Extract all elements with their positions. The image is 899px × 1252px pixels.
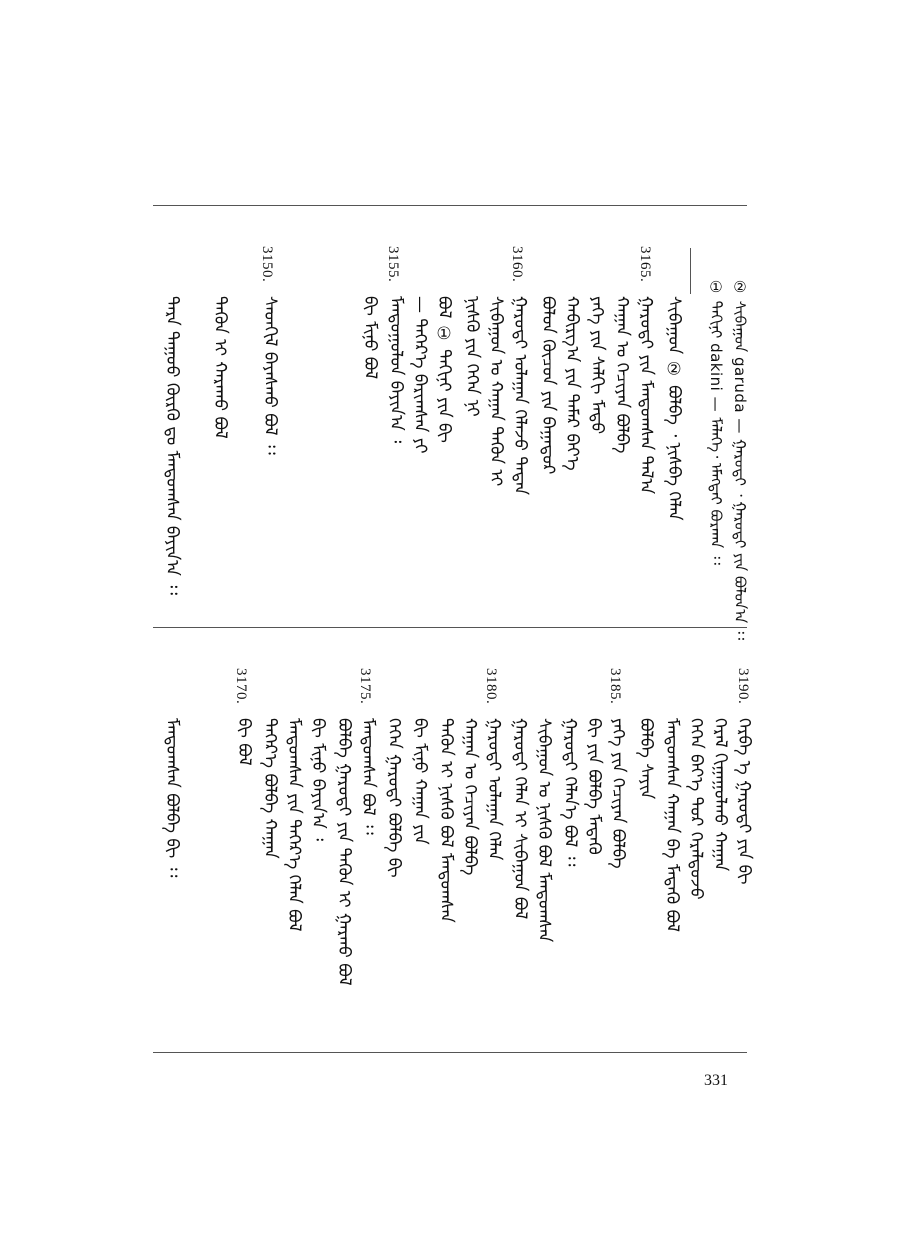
verse-line: — ᠳᠡᠭᠡᠷ᠎ᠡ ᠪᠠᠷᠢᠭᠰᠠᠨ ᠶᠢ	[410, 296, 430, 454]
verse-line: ᠪᠢ ᠮᠢᠨᠦ ᠪᠠᠶᠢᠨ᠎ᠠ ᠄	[308, 718, 328, 842]
footnote-text: ᠰᠢᠪᠠᠭᠤᠨ garuda — ᠭᠠᠷᠤᠳᠢ ᠂ ᠭᠠᠷᠤᠳᠢ ᠶᠢᠨ ᠪᠣᠯᠤᠨ᠎ᠠ ᠄᠄	[731, 300, 749, 641]
verse-line: ᠲᠡᠭᠦᠨ ᠢ ᠬᠠᠷᠠᠬᠤ ᠪᠣᠯ	[210, 296, 230, 439]
line-number: 3165.	[637, 246, 653, 283]
verse-line: ᠭᠠᠷᠤᠳᠢ ᠶᠢᠨ ᠮᠠᠨᠳᠤᠭᠰᠠᠨ ᠲᠠᠯ᠎ᠠ	[636, 296, 656, 495]
line-number: 3185.	[607, 668, 623, 705]
verse-line: ᠪᠢ ᠮᠢᠨᠦ ᠬᠠᠭᠠᠨ ᠶᠢᠨ	[410, 718, 430, 845]
verse-line: ᠭᠠᠷᠤᠳᠢ ᠤᠯᠠᠭᠠᠨ ᠬᠡᠯᠡᠨ	[484, 718, 504, 861]
verse-line: ᠪᠣᠯᠪᠠ ᠭᠠᠷᠤᠳᠢ ᠶᠢᠨ ᠲᠡᠭᠦᠨ ᠢ ᠭᠠᠷᠬᠤ ᠪᠣᠯ	[334, 718, 354, 986]
verse-line: ᠪᠣᠯ ① ᠳᠠᠭᠢᠨᠢ ᠶᠢᠨ ᠪᠢ	[434, 296, 454, 443]
verse-line: ᠰᠢᠪᠠᠭᠤᠨ ᠤ ᠨᠢᠰᠬᠦ ᠪᠣᠯ ᠮᠠᠨᠳᠤᠭᠰᠠᠨ	[534, 718, 554, 943]
middle-rule	[153, 627, 747, 628]
verse-line: ᠪᠣᠯᠤᠨ ᠬᠦᠴᠦᠨ ᠶᠢᠨ ᠪᠠᠭᠠᠲᠤᠷ	[538, 296, 558, 475]
bottom-rule	[153, 1052, 747, 1053]
verse-line: ᠮᠠᠨᠳᠤᠭᠰᠠᠨ ᠪᠣᠯᠪᠠ ᠪᠢ ᠄᠄	[162, 718, 182, 878]
verse-line: ᠪᠢ ᠮᠢᠨᠦ ᠪᠣᠯ	[360, 296, 380, 380]
line-number: 3180.	[483, 668, 499, 705]
verse-line: ᠪᠣᠯᠪᠠ ᠰᠠᠶᠢᠨ	[636, 718, 656, 800]
footnote-marker: ①	[707, 278, 725, 296]
footnote-marker: ②	[731, 278, 749, 296]
footnote-1	[704, 278, 728, 565]
line-number: 3175.	[357, 668, 373, 705]
verse-line: ᠪᠢ ᠶᠢᠨ ᠪᠣᠯᠪᠠ ᠮᠡᠳᠡᠬᠦ	[584, 718, 604, 855]
verse-line: ᠭᠠᠷᠤᠳᠢ ᠬᠡᠯᠡᠨ ᠢ ᠰᠢᠪᠠᠭᠤᠨ ᠪᠣᠯ	[510, 718, 530, 920]
verse-line: ᠰᠢᠪᠠᠭᠤᠨ ᠤ ᠬᠠᠭᠠᠨ ᠲᠡᠭᠦᠨ ᠢ	[486, 296, 506, 487]
verse-line: ᠰᠡᠳᠬᠢᠯ ᠪᠠᠶᠠᠰᠬᠤ ᠪᠣᠯ ᠄᠄	[260, 296, 280, 455]
verse-line: ᠭᠠᠷᠤᠳᠢ ᠤᠯᠠᠭᠠᠨ ᠬᠡᠯᠡᠵᠦ ᠲᠡᠳᠡᠨ	[510, 296, 530, 496]
page-number: 331	[704, 1072, 728, 1089]
verse-line: ᠲᠡᠭᠦᠨ ᠢ ᠨᠢᠰᠬᠦ ᠪᠣᠯ ᠮᠠᠨᠳᠤᠭᠰᠠᠨ	[436, 718, 456, 923]
top-rule	[153, 205, 747, 206]
verse-line: ᠲᠡᠷᠡ ᠳᠠᠭᠤᠤ ᠬᠦᠷᠬᠦ ᠳᠤ ᠮᠠᠨᠳᠤᠭᠰᠠᠨ ᠪᠠᠶᠢᠨ᠎ᠠ ᠄᠄	[162, 296, 182, 596]
verse-line: ᠬᠡᠷᠪᠡ ᠡ ᠭᠠᠷᠤᠳᠢ ᠶᠢᠨ ᠪᠢ	[734, 718, 754, 885]
verse-line: ᠮᠠᠨᠳᠤᠭᠰᠠᠨ ᠬᠠᠭᠠᠨ ᠪᠠ ᠮᠡᠳᠡᠬᠦ ᠪᠣᠯ	[662, 718, 682, 933]
verse-line: ᠬᠠᠭᠠᠨ ᠤ ᠬᠡᠴᠢᠶᠡᠨ ᠪᠣᠯᠪᠠ	[460, 718, 480, 876]
verse-line: ᠮᠠᠨᠳᠤᠭᠰᠠᠨ ᠪᠣᠯ ᠄᠄	[358, 718, 378, 835]
verse-line: ᠭᠡᠷᠡᠯ ᠭᠢᠭᠠᠭᠤᠯᠬᠤ ᠬᠠᠭᠠᠨ	[710, 718, 730, 872]
line-number: 3190.	[735, 668, 751, 705]
line-number: 3170.	[233, 668, 249, 705]
verse-line: ᠭᠡᠭᠡᠨ ᠪᠡᠶ᠎ᠡ ᠳᠤᠷ ᠭᠡᠷᠡᠯᠳᠦᠵᠦ	[686, 718, 706, 900]
verse-line: ᠮᠠᠨᠳᠤᠭᠤᠯᠤᠨ ᠪᠠᠶᠢᠨ᠎ᠠ ᠄	[386, 296, 406, 444]
verse-line: ᠬᠠᠭᠠᠨ ᠤ ᠬᠡᠴᠢᠶᠡᠨ ᠪᠣᠯᠪᠠ	[612, 296, 632, 454]
verse-line: ᠰᠢᠪᠠᠭᠤᠨ ② ᠪᠣᠯᠪᠠ ᠂ ᠨᠢᠰᠪᠡ ᠬᠡᠯᠡᠨ	[664, 296, 684, 521]
line-number: 3160.	[509, 246, 525, 283]
verse-line: ᠭᠠᠷᠤᠳᠢ ᠬᠡᠯᠡᠨ᠎ᠡ ᠪᠣᠯ ᠄᠄	[560, 718, 580, 867]
footnote-2	[728, 278, 752, 640]
verse-line: ᠭᠡᠭᠡᠨ ᠭᠠᠷᠤᠳᠢ ᠪᠣᠯᠪᠠ ᠪᠢ	[384, 718, 404, 878]
footnote-text: ᠳᠠᠭᠢᠨᠢ dakini — ᠮᠡᠯᠡᠭᠡ᠂ ᠡᠮᠡᠭᠲᠡᠢ ᠪᠤᠷᠬᠠᠨ ᠄᠄	[707, 300, 725, 565]
verse-line: ᠪᠢ ᠪᠣᠯ	[234, 718, 254, 766]
footnote-separator	[690, 248, 691, 294]
verse-line: ᠬᠠᠪᠢᠷᠭ᠎ᠠ ᠶᠢᠨ ᠲᠡᠮᠡᠷ ᠪᠡᠶ᠎ᠡ	[562, 296, 582, 471]
line-number: 3150.	[259, 246, 275, 283]
verse-line: ᠶᠡᠬᠡ ᠶᠢᠨ ᠬᠡᠴᠢᠶᠡᠨ ᠪᠣᠯᠪᠠ	[608, 718, 628, 869]
verse-line: ᠳᠡᠭᠡᠷ᠎ᠡ ᠪᠣᠯᠪᠠ ᠬᠠᠭᠠᠨ	[260, 718, 280, 859]
line-number: 3155.	[385, 246, 401, 283]
verse-line: ᠮᠠᠨᠳᠤᠭᠰᠠᠨ ᠶᠢᠨ ᠳᠡᠭᠡᠷ᠎ᠡ ᠬᠡᠯᠡᠨ ᠪᠣᠯ	[284, 718, 304, 932]
verse-line: ᠶᠡᠬᠡ ᠶᠢᠨ ᠰᠠᠯᠬᠢ ᠮᠡᠲᠦ	[587, 296, 607, 435]
verse-line: ᠨᠢᠰᠬᠦ ᠶᠢᠨ ᠭᠡᠭᠡᠨ ᠨᠢ	[462, 296, 482, 417]
